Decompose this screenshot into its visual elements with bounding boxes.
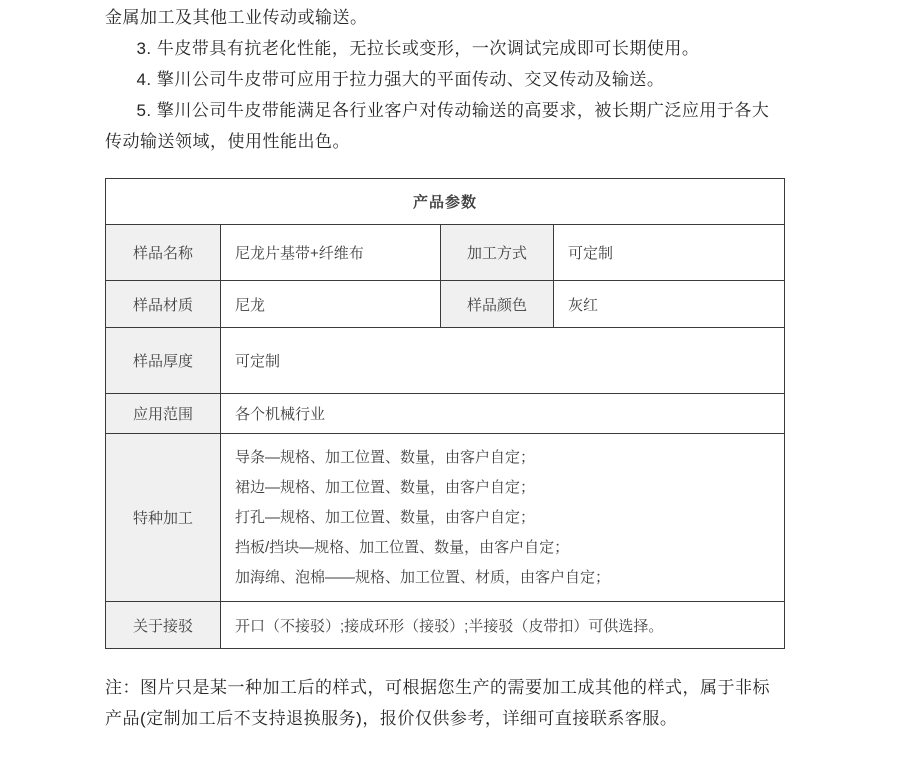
param-label-sample-material: 样品材质 bbox=[106, 281, 221, 328]
param-value-special-processing bbox=[221, 434, 785, 602]
special-processing-line: 加海绵、泡棉——规格、加工位置、材质，由客户自定； bbox=[235, 568, 611, 586]
footnote: 注：图片只是某一种加工后的样式，可根据您生产的需要加工成其他的样式，属于非标产品(定制加工后不支持退换服务)，报价仅供参考，详细可直接联系客服。 bbox=[105, 678, 770, 728]
intro-paragraph-3: 3. 牛皮带具有抗老化性能，无拉长或变形，一次调试完成即可长期使用。 bbox=[136, 39, 700, 58]
special-processing-line: 打孔—规格、加工位置、数量，由客户自定； bbox=[235, 508, 536, 526]
param-value-sample-material: 尼龙 bbox=[221, 281, 441, 328]
intro-paragraph-4: 4. 擎川公司牛皮带可应用于拉力强大的平面传动、交叉传动及输送。 bbox=[136, 70, 665, 89]
special-processing-line: 裙边—规格、加工位置、数量，由客户自定； bbox=[235, 478, 536, 496]
param-value-processing-method: 可定制 bbox=[554, 225, 785, 281]
table-row bbox=[106, 328, 785, 394]
table-row bbox=[106, 225, 785, 281]
table-title: 产品参数 bbox=[106, 179, 785, 225]
param-label-application-scope: 应用范围 bbox=[106, 394, 221, 434]
intro-paragraph-5: 5. 擎川公司牛皮带能满足各行业客户对传动输送的高要求，被长期广泛应用于各大传动输送领域，使用性能出色。 bbox=[105, 101, 770, 151]
table-row bbox=[106, 602, 785, 649]
param-value-sample-thickness: 可定制 bbox=[221, 328, 785, 394]
special-processing-line: 导条—规格、加工位置、数量，由客户自定； bbox=[235, 448, 536, 466]
table-row bbox=[106, 281, 785, 328]
param-label-joining: 关于接驳 bbox=[106, 602, 221, 649]
product-parameters-table bbox=[105, 178, 785, 649]
param-label-special-processing: 特种加工 bbox=[106, 434, 221, 602]
table-row bbox=[106, 394, 785, 434]
param-label-sample-thickness: 样品厚度 bbox=[106, 328, 221, 394]
param-value-sample-name: 尼龙片基带+纤维布 bbox=[221, 225, 441, 281]
param-label-sample-color: 样品颜色 bbox=[441, 281, 554, 328]
intro-paragraph-continuation: 金属加工及其他工业传动或输送。 bbox=[105, 8, 368, 27]
param-value-sample-color: 灰红 bbox=[554, 281, 785, 328]
product-detail-page bbox=[105, 0, 785, 734]
table-row bbox=[106, 434, 785, 602]
special-processing-line: 挡板/挡块—规格、加工位置、数量，由客户自定； bbox=[235, 538, 570, 556]
param-value-application-scope: 各个机械行业 bbox=[221, 394, 785, 434]
param-label-sample-name: 样品名称 bbox=[106, 225, 221, 281]
param-label-processing-method: 加工方式 bbox=[441, 225, 554, 281]
param-value-joining: 开口（不接驳）;接成环形（接驳）;半接驳（皮带扣）可供选择。 bbox=[221, 602, 785, 649]
table-title-row bbox=[106, 179, 785, 225]
